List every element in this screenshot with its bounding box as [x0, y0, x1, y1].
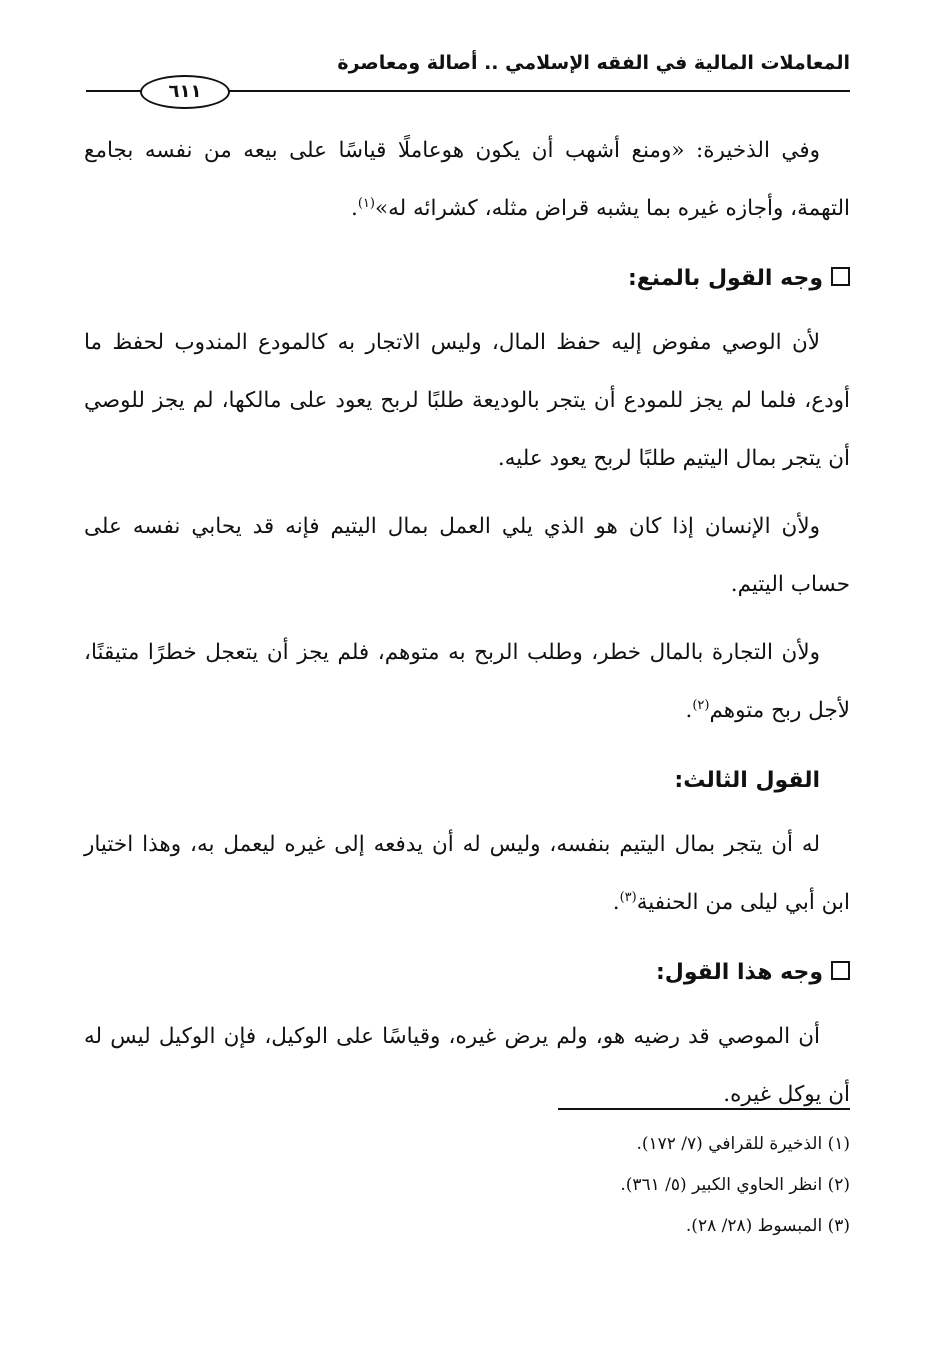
page-number: ٦١١	[140, 75, 230, 109]
paragraph-third-opinion	[84, 816, 850, 932]
paragraph-trade-risk	[84, 624, 850, 740]
footnote-3: (٣) المبسوط (٢٨/ ٢٨).	[685, 1216, 850, 1236]
paragraph-self-dealing: ولأن الإنسان إذا كان هو الذي يلي العمل بمال اليتيم فإنه قد يحابي نفسه على حساب اليتيم.	[84, 514, 850, 597]
footnote-ref-2: (٢)	[692, 697, 710, 713]
paragraph-end: .	[612, 890, 620, 915]
paragraph-dhakhira-quote	[84, 122, 850, 238]
paragraph-end: .	[685, 698, 693, 723]
footnote-2: (٢) انظر الحاوي الكبير (٥/ ٣٦١).	[620, 1175, 850, 1195]
footnotes	[84, 1124, 850, 1247]
footnote-ref-1: (١)	[357, 195, 375, 211]
footnote-ref-3: (٣)	[619, 889, 637, 905]
heading-text: وجه القول بالمنع:	[627, 266, 823, 291]
paragraph-text: ولأن التجارة بالمال خطر، وطلب الربح به متوهم، فلم يجز أن يتعجل خطرًا متيقنًا، لأجل ربح متوهم	[84, 640, 850, 723]
heading-text: وجه هذا القول:	[655, 960, 823, 985]
paragraph-guardian-custody: لأن الوصي مفوض إليه حفظ المال، وليس الاتجار به كالمودع المندوب لحفظ ما أودع، فلما لم يجز للمودع أن يتجر بالوديعة طلبًا لربح يعود على مالكها، لم يجز للوصي أن يتجر بمال اليتيم طلبًا لربح يعود عليه.	[84, 330, 850, 471]
section-heading-opinion-reason	[84, 942, 850, 1004]
section-heading-prohibition	[84, 248, 850, 310]
square-bullet-icon	[831, 267, 850, 286]
paragraph-agent-analogy: أن الموصي قد رضيه هو، ولم يرض غيره، وقياسًا على الوكيل، فإن الوكيل ليس له أن يوكل غيره.	[84, 1024, 850, 1107]
section-heading-third-opinion: القول الثالث:	[674, 768, 820, 793]
footnote-separator	[558, 1108, 850, 1110]
running-title: المعاملات المالية في الفقه الإسلامي .. أصالة ومعاصرة	[337, 52, 850, 74]
main-text	[84, 122, 850, 1134]
paragraph-end: .	[350, 196, 358, 221]
paragraph-text: له أن يتجر بمال اليتيم بنفسه، وليس له أن يدفعه إلى غيره ليعمل به، وهذا اختيار ابن أبي ليلى من الحنفية	[84, 832, 850, 915]
paragraph-text: وفي الذخيرة: «ومنع أشهب أن يكون هوعاملًا قياسًا على بيعه من نفسه بجامع التهمة، وأجازه غيره بما يشبه قراض مثله، كشرائه له»	[84, 138, 850, 221]
footnote-1: (١) الذخيرة للقرافي (٧/ ١٧٢).	[636, 1134, 850, 1154]
square-bullet-icon	[831, 961, 850, 980]
